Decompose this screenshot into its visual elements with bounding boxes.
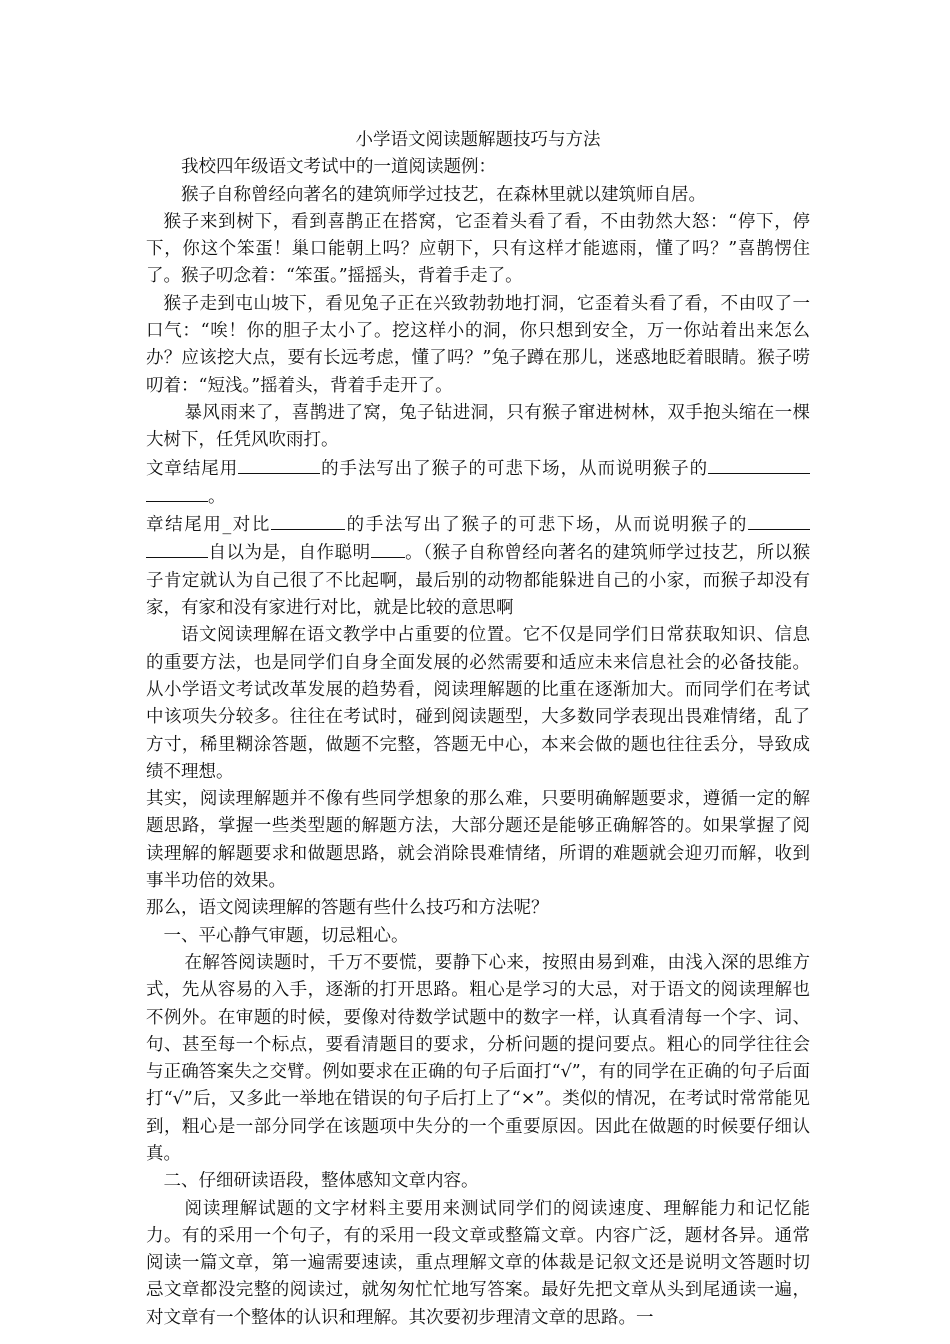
question-text-b: 的手法写出了猴子的可悲下场，从而说明猴子的 — [320, 458, 709, 479]
body-paragraph-1: 语文阅读理解在语文教学中占重要的位置。它不仅是同学们日常获取知识、信息的重要方法，也是同学们自身全面发展的必然需要和适应未来信息社会的必备技能。从小学语文考试改革发展的趋势看，阅读理解题的比重在逐渐加大。而同学们在考试中该项失分较多。往往在考试时，碰到阅读题型，大多数同学表现出畏难情绪，乱了方寸，稀里糊涂答题，做题不完整，答题无中心，本来会做的题也往往丢分，导致成绩不理想。 — [146, 625, 810, 782]
answer-blank-4 — [371, 539, 405, 558]
body-paragraph-4: 在解答阅读题时，千万不要慌，要静下心来，按照由易到难，由浅入深的思维方式，先从容易的入手，逐渐的打开思路。粗心是学习的大忌，对于语文的阅读理解也不例外。在审题的时候，要像对待数学试题中的数字一样，认真看清每一个字、词、句、甚至每一个标点，要看清题目的要求，分析问题的提问要点。粗心的同学往往会与正确答案失之交臂。例如要求在正确的句子后面打“√”，有的同学在正确的句子后面打“√”后，又多此一举地在错误的句子后打上了“×”。类似的情况，在考试时常常能见到，粗心是一部分同学在该题项中失分的一个重要原因。因此在做题的时候要仔细认真。 — [146, 952, 810, 1164]
question-text-c: 。 — [208, 486, 226, 507]
story-paragraph-3: 猴子走到屯山坡下，看见兔子正在兴致勃勃地打洞，它歪着头看了看，不由叹了一口气：“唉！你的胆子太小了。挖这样小的洞，你只想到安全，万一你站着出来怎么办？应该挖大点，要有长远考虑，懂了吗？”兔子蹲在那儿，迷惑地眨着眼睛。猴子唠叨着：“短浅。”摇着头，背着手走开了。 — [146, 293, 810, 396]
answer-text-b: 的手法写出了猴子的可悲下场，从而说明猴子的 — [345, 515, 749, 536]
section-heading-1: 一、平心静气审题，切忌粗心。 — [163, 925, 409, 946]
question-blank-1[interactable] — [238, 455, 320, 474]
question-text-a: 文章结尾用 — [146, 458, 239, 479]
body-paragraph-3: 那么，语文阅读理解的答题有些什么技巧和方法呢？ — [146, 898, 549, 919]
body-paragraph-5: 阅读理解试题的文字材料主要用来测试同学们的阅读速度、理解能力和记忆能力。有的采用一个句子，有的采用一段文章或整篇文章。内容广泛，题材各异。通常阅读一篇文章，第一遍需要速读，重点理解文章的体裁是记叙文还是说明文答题时切忌文章都没完整的阅读过，就匆匆忙忙地写答案。最好先把文章从头到尾通读一遍，对文章有一个整体的认识和理解。其次要初步理清文章的思路。一 — [146, 1198, 810, 1328]
question-line — [146, 455, 810, 512]
story-paragraph-4: 暴风雨来了，喜鹊进了窝，兔子钻进洞，只有猴子窜进树林，双手抱头缩在一棵大树下，任凭风吹雨打。 — [146, 402, 810, 451]
section-heading-2: 二、仔细研读语段，整体感知文章内容。 — [163, 1171, 479, 1192]
answer-blank-3 — [146, 539, 208, 558]
answer-text-c: 自以为是，自作聪明 — [208, 543, 371, 564]
story-paragraph-2: 猴子来到树下，看到喜鹊正在搭窝，它歪着头看了看，不由勃然大怒：“停下，停下，你这个笨蛋！巢口能朝上吗？应朝下，只有这样才能遮雨，懂了吗？”喜鹊愣住了。猴子叨念着：“笨蛋。”摇摇头，背着手走了。 — [146, 211, 810, 287]
story-paragraph-1: 猴子自称曾经向著名的建筑师学过技艺，在森林里就以建筑师自居。 — [181, 184, 706, 205]
answer-blank-1 — [271, 511, 345, 530]
document-page — [146, 127, 810, 1332]
document-title: 小学语文阅读题解题技巧与方法 — [355, 130, 601, 150]
body-paragraph-2: 其实，阅读理解题并不像有些同学想象的那么难，只要明确解题要求，遵循一定的解题思路，掌握一些类型题的解题方法，大部分题还是能够正确解答的。如果掌握了阅读理解的解题要求和做题思路，就会消除畏难情绪，所谓的难题就会迎刃而解，收到事半功倍的效果。 — [146, 789, 810, 892]
answer-blank-2 — [748, 511, 810, 530]
question-blank-2[interactable] — [708, 455, 810, 474]
answer-text-a: 章结尾用_对比 — [146, 515, 272, 536]
question-blank-3[interactable] — [146, 483, 208, 502]
intro-line: 我校四年级语文考试中的一道阅读题例： — [181, 157, 496, 178]
answer-line — [146, 511, 810, 622]
answer-text-d: 。（猴子自称曾经向著名的建筑师学过技艺，所以猴子肯定就认为自己很了不比起啊，最后别的动物都能躲进自己的小家，而猴子却没有家，有家和没有家进行对比，就是比较的意思啊 — [146, 543, 811, 619]
